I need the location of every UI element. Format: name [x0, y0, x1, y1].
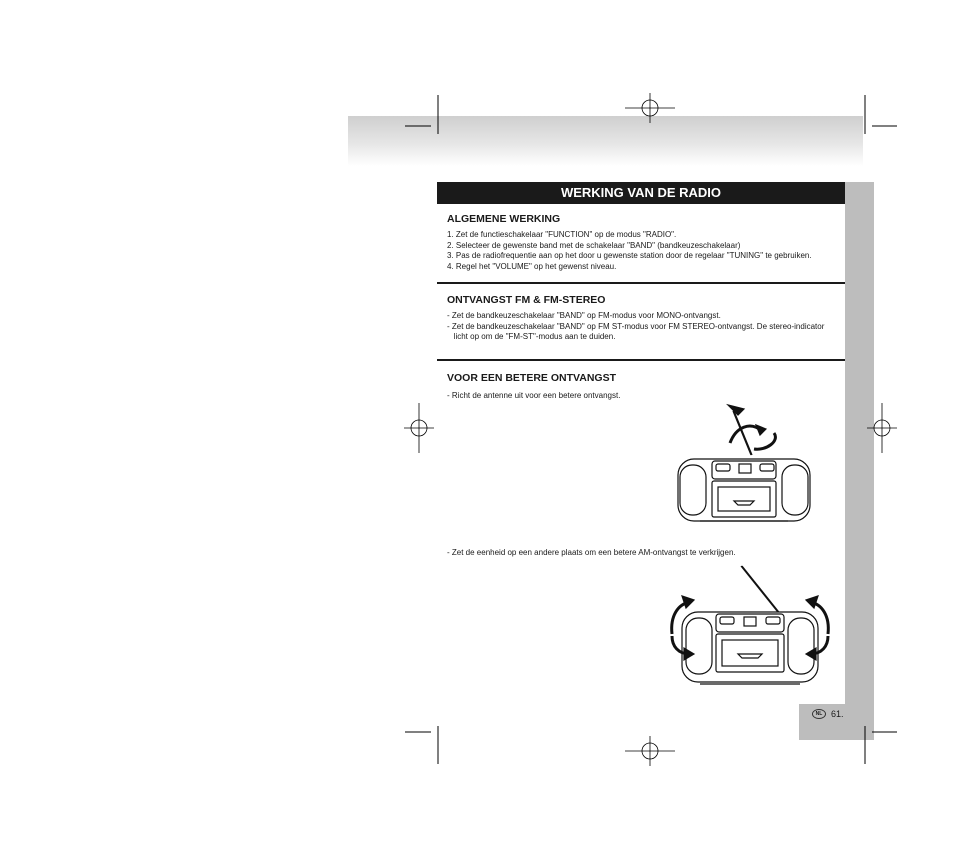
list-item: - Zet de bandkeuzeschakelaar "BAND" op FM ST-modus voor FM STEREO-ontvangst. De stereo-indicator — [447, 321, 825, 331]
radio-antenna-illustration — [670, 393, 820, 529]
list-item: licht op om de "FM-ST"-modus aan te duiden. — [447, 332, 616, 341]
registration-target-top — [625, 93, 675, 123]
section-heading-fm: ONTVANGST FM & FM-STEREO — [447, 294, 606, 306]
tip-relocate: - Zet de eenheid op een andere plaats om een betere AM-ontvangst te verkrijgen. — [447, 548, 736, 557]
list-item: 3. Pas de radiofrequentie aan op het door u gewenste station door de regelaar "TUNING" te gebruiken. — [447, 251, 812, 260]
section-heading-general: ALGEMENE WERKING — [447, 213, 561, 225]
registration-target-bottom — [625, 736, 675, 766]
page-number-text: 61. — [831, 709, 844, 719]
fm-steps-list — [447, 311, 842, 343]
section-divider — [437, 359, 845, 361]
list-item: - Zet de bandkeuzeschakelaar "BAND" op FM-modus voor MONO-ontvangst. — [447, 311, 721, 320]
registration-target-right — [867, 403, 897, 453]
language-badge: NL — [812, 709, 826, 719]
tip-antenna: - Richt de antenne uit voor een betere ontvangst. — [447, 391, 621, 400]
list-item: 1. Zet de functieschakelaar "FUNCTION" op de modus "RADIO". — [447, 230, 677, 239]
list-item: 2. Selecteer de gewenste band met de schakelaar "BAND" (bandkeuzeschakelaar) — [447, 240, 741, 250]
registration-target-left — [404, 403, 434, 453]
page-title: WERKING VAN DE RADIO — [437, 182, 845, 204]
section-divider — [437, 282, 845, 284]
radio-relocate-illustration — [664, 560, 836, 690]
section-heading-reception: VOOR EEN BETERE ONTVANGST — [447, 372, 616, 384]
general-steps-list — [447, 230, 842, 272]
list-item: 4. Regel het "VOLUME" op het gewenst niveau. — [447, 261, 617, 271]
